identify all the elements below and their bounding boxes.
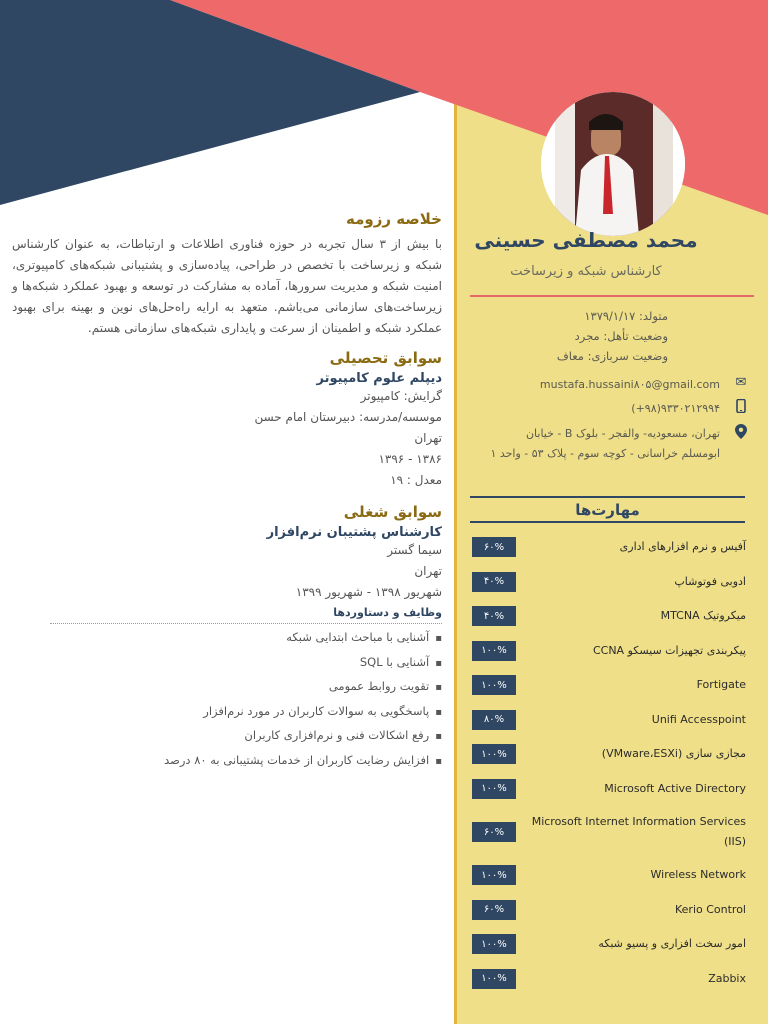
bullet-icon: ▪ xyxy=(435,657,442,669)
skill-name: ادوبی فوتوشاپ xyxy=(674,574,746,588)
skill-item xyxy=(472,530,746,565)
mobile-phone-icon xyxy=(732,399,750,417)
duties-heading: وظایف و دستاوردها xyxy=(50,606,442,624)
skill-name: Kerio Control xyxy=(674,902,746,916)
work-period: شهریور ۱۳۹۸ - شهریور ۱۳۹۹ xyxy=(295,585,442,599)
skill-item xyxy=(472,599,746,634)
education-years: ۱۳۸۶ - ۱۳۹۶ xyxy=(378,452,442,466)
education-field: گرایش: کامپیوتر xyxy=(360,389,442,403)
skill-item xyxy=(472,806,746,858)
skill-name: Zabbix xyxy=(708,971,746,985)
duties-list xyxy=(12,626,442,773)
duty-text: پاسخگویی به سوالات کاربران در مورد نرم‌افزار xyxy=(203,703,430,718)
bullet-icon: ▪ xyxy=(435,633,442,644)
skill-percent-badge: ۸۰% xyxy=(472,710,516,730)
duty-text: رفع اشکالات فنی و نرم‌افزاری کاربران xyxy=(244,728,430,742)
duty-text: آشنایی با SQL xyxy=(359,654,430,669)
skill-item xyxy=(472,893,746,928)
skill-item xyxy=(472,772,746,807)
envelope-icon: ✉ xyxy=(735,375,747,390)
skill-percent-badge: ۱۰۰% xyxy=(472,865,516,885)
contact-phone[interactable] xyxy=(490,399,750,419)
skill-name: Unifi Accesspoint xyxy=(651,712,746,726)
duty-text: آشنایی با مباحث ابتدایی شبکه xyxy=(286,630,430,644)
degree-title: دیپلم علوم کامپیوتر xyxy=(316,371,442,386)
list-item xyxy=(12,749,442,774)
birth-date: متولد: ۱۳۷۹/۱/۱۷ xyxy=(584,309,668,323)
skill-item xyxy=(472,962,746,997)
skill-percent-badge: ۴۰% xyxy=(472,606,516,626)
skill-percent-badge: ۱۰۰% xyxy=(472,744,516,764)
skill-name: Microsoft Internet Information Services (IIS) xyxy=(531,815,746,848)
skill-percent-badge: ۶۰% xyxy=(472,900,516,920)
skill-percent-badge: ۱۰۰% xyxy=(472,779,516,799)
skills-list xyxy=(472,530,746,996)
person-name: محمد مصطفی حسینی xyxy=(474,228,698,252)
skill-item xyxy=(472,737,746,772)
skill-name: آفیس و نرم افزارهای اداری xyxy=(619,540,746,554)
list-item xyxy=(12,724,442,749)
list-item xyxy=(12,626,442,651)
email-text[interactable]: mustafa.hussaini۸۰۵@gmail.com xyxy=(539,378,720,391)
education-heading: سوابق تحصیلی xyxy=(329,349,442,367)
skill-percent-badge: ۶۰% xyxy=(472,822,516,842)
main-column xyxy=(12,210,442,773)
list-item xyxy=(12,700,442,725)
skill-name: Microsoft Active Directory xyxy=(604,781,746,795)
work-heading: سوابق شغلی xyxy=(343,503,442,521)
education-gpa: معدل : ۱۹ xyxy=(390,473,442,487)
education-city: تهران xyxy=(414,431,442,445)
personal-info xyxy=(468,306,668,366)
skills-heading: مهارت‌ها xyxy=(470,496,745,523)
skill-percent-badge: ۱۰۰% xyxy=(472,641,516,661)
person-photo-icon xyxy=(541,92,685,236)
skill-percent-badge: ۱۰۰% xyxy=(472,934,516,954)
skill-name: Fortigate xyxy=(696,678,746,692)
bullet-icon: ▪ xyxy=(435,731,442,742)
list-item xyxy=(12,651,442,676)
skill-item xyxy=(472,703,746,738)
contact-address xyxy=(490,424,750,464)
job-title: کارشناس شبکه و زیرساخت xyxy=(510,264,662,279)
duty-text: تقویت روابط عمومی xyxy=(328,679,430,693)
profile-photo xyxy=(541,92,685,236)
skill-percent-badge: ۴۰% xyxy=(472,572,516,592)
bullet-icon: ▪ xyxy=(435,706,442,718)
skill-item xyxy=(472,858,746,893)
bullet-icon: ▪ xyxy=(435,755,442,767)
skill-item xyxy=(472,668,746,703)
contact-email[interactable] xyxy=(490,375,750,395)
skill-item xyxy=(472,927,746,962)
skill-percent-badge: ۱۰۰% xyxy=(472,969,516,989)
skill-item xyxy=(472,565,746,600)
duty-text: افزایش رضایت کاربران از خدمات پشتیبانی به ۸۰ درصد xyxy=(164,752,430,767)
skill-name: Wireless Network xyxy=(650,868,746,882)
work-company: سیما گستر xyxy=(387,543,442,557)
skill-name: پیکربندی تجهیزات سیسکو CCNA xyxy=(592,643,746,657)
skill-percent-badge: ۱۰۰% xyxy=(472,675,516,695)
sidebar-gold-border xyxy=(454,0,457,1024)
summary-heading: خلاصه رزومه xyxy=(346,210,442,228)
skill-name: مجازی سازی (VMware،ESXi) xyxy=(601,747,746,761)
divider-line xyxy=(470,295,754,297)
skill-percent-badge: ۶۰% xyxy=(472,537,516,557)
work-city: تهران xyxy=(414,564,442,578)
list-item xyxy=(12,675,442,700)
phone-text[interactable]: (+۹۸)۹۳۳۰۲۱۲۹۹۴ xyxy=(631,402,720,415)
education-school: موسسه/مدرسه: دبیرستان امام حسن xyxy=(254,410,442,424)
marital-status: وضعیت تأهل: مجرد xyxy=(574,329,668,343)
skill-name: میکروتیک MTCNA xyxy=(660,609,746,623)
summary-text: با بیش از ۳ سال تجربه در حوزه فناوری اطلاعات و ارتباطات، به عنوان کارشناس شبکه و زیرساخت با تخصص در طراحی، پیاده‌سازی و پشتیبانی شبکه‌های کامپیوتری، امنیت شبکه و مدیریت سرورها، آماده به مشارکت در توسعه و بهبود عملکرد شبکه‌ها و زیرساخت‌های سازمانی می‌باشم. متعهد به ارایه راه‌حل‌های نوین و بهینه برای بهبود عملکرد شبکه و اطمینان از سرعت و پایداری شبکه‌های سازمانی هستم. xyxy=(12,237,443,335)
work-position: کارشناس پشتیبان نرم‌افزار xyxy=(266,525,442,540)
bullet-icon: ▪ xyxy=(435,682,442,693)
military-status: وضعیت سربازی: معاف xyxy=(556,349,668,363)
location-pin-icon xyxy=(732,424,750,443)
address-text: تهران، مسعودیه- والفجر - بلوک B - خیابان ابومسلم خراسانی - کوچه سوم - پلاک ۵۳ - واحد ۱ xyxy=(490,427,720,460)
skill-name: امور سخت افزاری و پسیو شبکه xyxy=(598,937,746,951)
skill-item xyxy=(472,634,746,669)
